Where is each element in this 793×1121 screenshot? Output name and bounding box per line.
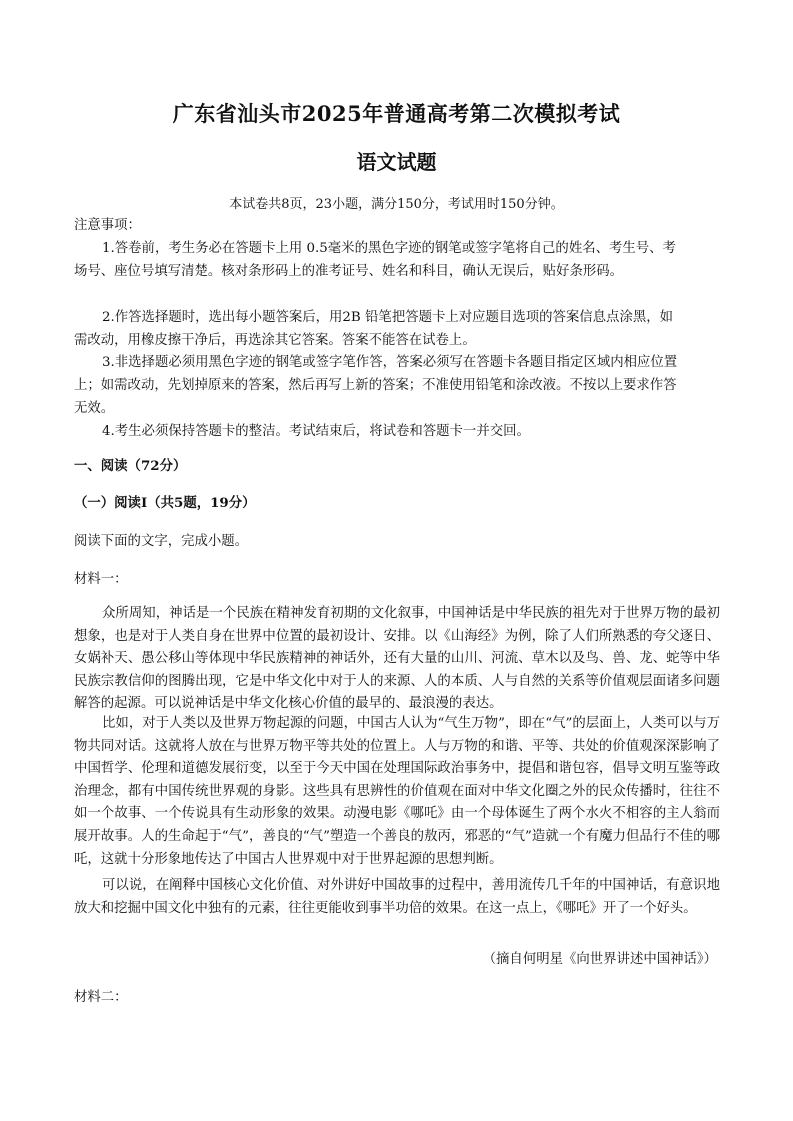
notice-item: 4.考生必须保持答题卡的整洁。考试结束后，将试卷和答题卡一并交回。 xyxy=(102,424,530,439)
reading-instruction: 阅读下面的文字，完成小题。 xyxy=(74,534,249,549)
passage-paragraph: 众所周知，神话是一个民族在精神发育初期的文化叙事，中国神话是中华民族的祖先对于世界万物的最初想象，也是对于人类自身在世界中位置的最初设计、安排。以《山海经》为例，除了人们所熟悉的夸父逐日、女娲补天、愚公移山等体现中华民族精神的神话外，还有大量的山川、河流、草木以及鸟、兽、龙、蛇等中华民族宗教信仰的图腾出现，它是中华文化中对于人的来源、人的本质、人与自然的关系等价值观层面诸多问题解答的起源。可以说神话是中华文化核心价值的最早的、最浪漫的表达。 xyxy=(74,606,720,712)
material-1-label: 材料一： xyxy=(74,572,128,587)
exam-title: 广东省汕头市2025年普通高考第二次模拟考试 xyxy=(172,101,621,126)
passage-source: （摘自何明星《向世界讲述中国神话》） xyxy=(482,952,717,967)
passage-paragraph: 可以说，在阐释中国核心文化价值、对外讲好中国故事的过程中，善用流传几千年的中国神话，有意识地放大和挖掘中国文化中独有的元素，往往更能收到事半功倍的效果。在这一点上，《哪吒》开了一个好头。 xyxy=(74,878,720,916)
notice-item: 3.非选择题必须用黑色字迹的钢笔或签字笔作答，答案必须写在答题卡各题目指定区域内相应位置上；如需改动，先划掉原来的答案，然后再写上新的答案；不准使用铅笔和涂改液。不按以上要求作答无效。 xyxy=(74,355,678,416)
material-2-label: 材料二： xyxy=(74,990,128,1005)
exam-subtitle: 语文试题 xyxy=(356,150,437,174)
subsection-heading: （一）阅读Ⅰ（共5题，19分） xyxy=(74,495,256,511)
notice-item: 1.答卷前，考生务必在答题卡上用 0.5毫米的黑色字迹的钢笔或签字笔将自己的姓名、考生号、考场号、座位号填写清楚。核对条形码上的准考证号、姓名和科目，确认无误后，贴好条形码。 xyxy=(74,241,676,279)
section-heading: 一、阅读（72分） xyxy=(74,458,187,474)
exam-info: 本试卷共8页，23小题，满分150分，考试用时150分钟。 xyxy=(229,197,564,212)
notice-heading: 注意事项： xyxy=(74,218,141,233)
notice-item: 2.作答选择题时，选出每小题答案后，用2B 铅笔把答题卡上对应题目选项的答案信息点涂黑，如需改动，用橡皮擦干净后，再选涂其它答案。答案不能答在试卷上。 xyxy=(74,310,674,348)
passage-paragraph: 比如，对于人类以及世界万物起源的问题，中国古人认为“气生万物”，即在“气”的层面上，人类可以与万物共同对话。这就将人放在与世界万物平等共处的位置上。人与万物的和谐、平等、共处的价值观深深影响了中国哲学、伦理和道德发展衍变，以至于今天中国在处理国际政治事务中，提倡和谐包容，倡导文明互鉴等政治理念，都有中国传统世界观的身影。这些具有思辨性的价值观在面对中华文化圈之外的民众传播时，往往不如一个故事、一个传说具有生动形象的效果。动漫电影《哪吒》由一个母体诞生了两个水火不相容的主人翁而展开故事。人的生命起于“气”，善良的“气”塑造一个善良的敖丙，邪恶的“气”造就一个有魔力但品行不佳的哪吒，这就十分形象地传达了中国古人世界观中对于世界起源的思想判断。 xyxy=(74,716,720,867)
